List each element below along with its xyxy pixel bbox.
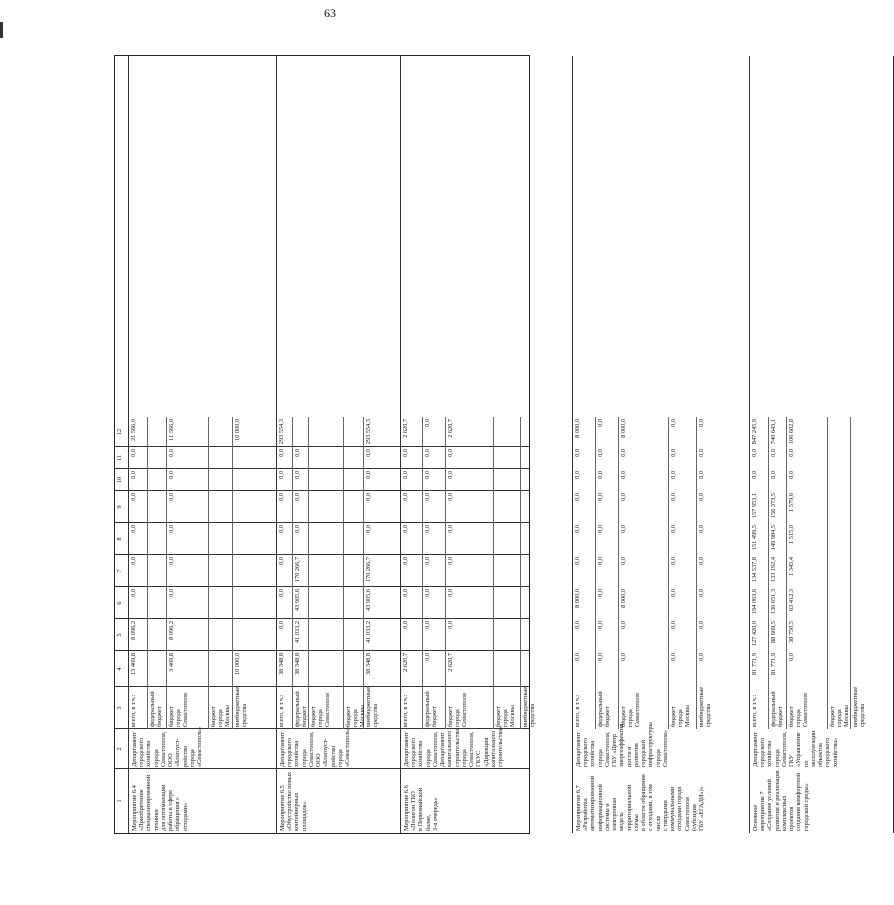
funding-source: внебюджетные средства bbox=[698, 686, 713, 727]
column-number-header: 7 bbox=[116, 569, 123, 573]
amount-cell: 8 000,0 bbox=[620, 589, 627, 608]
amount-cell bbox=[829, 557, 850, 586]
amount-cell: 0,0 bbox=[597, 557, 604, 565]
amount-cell: 0,0 bbox=[130, 557, 137, 565]
amount-cell: 0,0 bbox=[168, 589, 175, 597]
amount-cell: 0,0 bbox=[365, 493, 372, 501]
measure-name: Мероприятие 6.5 «Обустройство новых контейнерных площадок» bbox=[279, 771, 308, 831]
amount-cell: 63 412,3 bbox=[788, 589, 795, 612]
funding-source: бюджет города Москвы bbox=[210, 705, 232, 727]
amount-cell: 0,0 bbox=[402, 493, 409, 501]
amount-cell: 0,0 bbox=[130, 471, 137, 479]
amount-cell: 0,0 bbox=[168, 449, 175, 457]
amount-cell bbox=[149, 493, 166, 522]
amount-cell: 194 063,6 bbox=[751, 589, 758, 615]
amount-cell bbox=[310, 621, 343, 650]
amount-cell: 0,0 bbox=[698, 471, 705, 479]
amount-cell: 81 771,9 bbox=[751, 653, 758, 676]
funding-source: бюджет города Севастополя bbox=[620, 693, 642, 727]
amount-cell: 38 348,8 bbox=[365, 653, 372, 676]
funding-source: бюджет города Севастополя bbox=[310, 693, 332, 727]
amount-cell: 106 602,8 bbox=[788, 419, 795, 445]
amount-cell: 0,0 bbox=[424, 557, 431, 565]
amount-cell: 21 566,0 bbox=[130, 419, 137, 442]
amount-cell: 293 554,3 bbox=[365, 419, 372, 445]
amount-cell bbox=[495, 525, 520, 554]
amount-cell: 8 000,0 bbox=[574, 589, 581, 608]
amount-cell: 0,0 bbox=[402, 557, 409, 565]
amount-cell bbox=[149, 419, 166, 446]
executor: Департамент городского хозяйства города Севастополя, Департамент капитального строительства города Севастополя, ГКУС «Дирекция капитального строительства» bbox=[403, 725, 505, 767]
funding-source: внебюджетные средства bbox=[852, 686, 867, 727]
amount-cell: 0,0 bbox=[278, 557, 285, 565]
amount-cell: 0,0 bbox=[698, 621, 705, 629]
column-number-header: 3 bbox=[116, 706, 123, 710]
amount-cell bbox=[345, 471, 363, 490]
amount-cell bbox=[522, 557, 572, 586]
amount-cell bbox=[149, 653, 166, 686]
amount-cell bbox=[522, 653, 572, 686]
amount-cell bbox=[852, 589, 893, 618]
amount-cell: 0,0 bbox=[294, 525, 301, 533]
amount-cell: 0,0 bbox=[620, 471, 627, 479]
amount-cell bbox=[210, 525, 232, 554]
amount-cell bbox=[495, 621, 520, 650]
amount-cell: 1 515,0 bbox=[788, 525, 795, 544]
column-number-header: 5 bbox=[116, 633, 123, 637]
amount-cell: 0,0 bbox=[424, 621, 431, 629]
amount-cell: 0,0 bbox=[574, 449, 581, 457]
executor: Департамент городского хозяйства города Севастополя, ООО «Благоуст- ройство города «Севастополь» bbox=[279, 726, 352, 767]
column-number-header: 2 bbox=[116, 747, 123, 751]
column-number-header: 4 bbox=[116, 667, 123, 671]
amount-cell: 8 096,2 bbox=[130, 621, 137, 640]
amount-cell: 8 096,2 bbox=[168, 621, 175, 640]
amount-cell: 0,0 bbox=[788, 471, 795, 479]
amount-cell: 0,0 bbox=[770, 449, 777, 457]
amount-cell bbox=[149, 449, 166, 468]
amount-cell: 0,0 bbox=[574, 621, 581, 629]
amount-cell: 2 620,7 bbox=[447, 419, 454, 438]
amount-cell: 0,0 bbox=[168, 525, 175, 533]
amount-cell bbox=[522, 471, 572, 490]
amount-cell bbox=[495, 449, 520, 468]
amount-cell: 0,0 bbox=[620, 621, 627, 629]
amount-cell bbox=[852, 419, 893, 446]
amount-cell: 170 266,7 bbox=[365, 557, 372, 583]
amount-cell: 0,0 bbox=[620, 493, 627, 501]
amount-cell: 0,0 bbox=[278, 589, 285, 597]
amount-cell: 0,0 bbox=[698, 525, 705, 533]
amount-cell: 0,0 bbox=[402, 589, 409, 597]
amount-cell bbox=[345, 589, 363, 618]
amount-cell: 0,0 bbox=[597, 589, 604, 597]
amount-cell bbox=[522, 493, 572, 522]
amount-cell bbox=[522, 621, 572, 650]
amount-cell: 0,0 bbox=[670, 449, 677, 457]
amount-cell: 0,0 bbox=[597, 419, 604, 427]
amount-cell bbox=[149, 589, 166, 618]
amount-cell: 0,0 bbox=[670, 621, 677, 629]
amount-cell bbox=[345, 419, 363, 446]
amount-cell: 0,0 bbox=[402, 471, 409, 479]
amount-cell: 0,0 bbox=[424, 525, 431, 533]
amount-cell bbox=[234, 589, 276, 618]
amount-cell bbox=[829, 589, 850, 618]
measure-name: Мероприятие 6.4 «Приобретение специализированной техники для оптимизации работы в сфере обращения с отходами» bbox=[131, 774, 189, 831]
amount-cell: 0,0 bbox=[130, 493, 137, 501]
amount-cell: 170 266,7 bbox=[294, 557, 301, 583]
funding-source: бюджет города Москвы bbox=[829, 705, 851, 727]
amount-cell: 0,0 bbox=[424, 653, 431, 661]
amount-cell: 0,0 bbox=[294, 449, 301, 457]
amount-cell: 0,0 bbox=[447, 493, 454, 501]
amount-cell: 0,0 bbox=[574, 653, 581, 661]
column-number-header: 1 bbox=[116, 799, 123, 803]
amount-cell: 0,0 bbox=[670, 589, 677, 597]
amount-cell: 0,0 bbox=[574, 493, 581, 501]
amount-cell: 38 348,8 bbox=[294, 653, 301, 676]
amount-cell: 0,0 bbox=[447, 525, 454, 533]
funding-source: всего, в т.ч.: bbox=[751, 694, 758, 727]
column-number-header: 9 bbox=[116, 505, 123, 509]
amount-cell: 0,0 bbox=[294, 471, 301, 479]
amount-cell bbox=[210, 471, 232, 490]
amount-cell bbox=[234, 557, 276, 586]
amount-cell: 0,0 bbox=[424, 589, 431, 597]
amount-cell: 0,0 bbox=[597, 493, 604, 501]
amount-cell: 0,0 bbox=[424, 493, 431, 501]
amount-cell bbox=[522, 449, 572, 468]
column-number-header: 10 bbox=[116, 476, 123, 484]
amount-cell: 41 033,2 bbox=[365, 621, 372, 644]
funding-source: всего, в т.ч.: bbox=[278, 694, 285, 727]
amount-cell bbox=[294, 419, 308, 446]
amount-cell: 10 000,0 bbox=[234, 419, 241, 442]
amount-cell: 0,0 bbox=[278, 525, 285, 533]
executor: Департамент городского хозяйства города Севастополя, ГКУ «Управление по эксплуатации объектов городского хозяйства» bbox=[752, 730, 839, 767]
amount-cell: 0,0 bbox=[168, 557, 175, 565]
amount-cell: 293 554,3 bbox=[278, 419, 285, 445]
amount-cell: 0,0 bbox=[424, 449, 431, 457]
amount-cell: 38 348,8 bbox=[278, 653, 285, 676]
amount-cell: 3 469,8 bbox=[168, 653, 175, 672]
amount-cell: 0,0 bbox=[670, 493, 677, 501]
amount-cell: 0,0 bbox=[447, 621, 454, 629]
amount-cell bbox=[234, 471, 276, 490]
amount-cell: 156 373,5 bbox=[770, 493, 777, 519]
funding-source: бюджет города Севастополя bbox=[447, 693, 469, 727]
amount-cell: 2 620,7 bbox=[402, 419, 409, 438]
amount-cell: 0,0 bbox=[698, 449, 705, 457]
amount-cell: 2 620,7 bbox=[447, 653, 454, 672]
amount-cell: 0,0 bbox=[751, 449, 758, 457]
amount-cell: 0,0 bbox=[447, 589, 454, 597]
funding-source: федеральный бюджет bbox=[597, 691, 612, 727]
amount-cell: 149 984,5 bbox=[770, 525, 777, 551]
amount-cell: 1 345,4 bbox=[788, 557, 795, 576]
funding-source: бюджет города Москвы bbox=[495, 705, 517, 727]
amount-cell: 0,0 bbox=[670, 525, 677, 533]
amount-cell: 0,0 bbox=[294, 493, 301, 501]
amount-cell: 10 000,0 bbox=[234, 653, 241, 676]
measure-name: Мероприятие 6.6 «Полигон ТБО в Первомайской балке, 3-я очередь» bbox=[403, 785, 439, 831]
amount-cell bbox=[310, 525, 343, 554]
column-number-header: 12 bbox=[116, 428, 123, 436]
amount-cell bbox=[522, 419, 572, 446]
amount-cell bbox=[829, 621, 850, 650]
amount-cell bbox=[522, 589, 572, 618]
funding-source: всего, в т.ч.: bbox=[574, 694, 581, 727]
funding-source: бюджет города Москвы bbox=[345, 705, 367, 727]
amount-cell: 0,0 bbox=[365, 471, 372, 479]
funding-source: федеральный бюджет bbox=[424, 691, 439, 727]
amount-cell bbox=[234, 449, 276, 468]
amount-cell bbox=[234, 621, 276, 650]
funding-source: всего, в т.ч.: bbox=[130, 694, 137, 727]
amount-cell: 81 771,9 bbox=[770, 653, 777, 676]
funding-source: всего, в т.ч.: bbox=[402, 694, 409, 727]
amount-cell bbox=[149, 471, 166, 490]
amount-cell: 0,0 bbox=[402, 621, 409, 629]
amount-cell bbox=[149, 557, 166, 586]
amount-cell bbox=[210, 557, 232, 586]
amount-cell: 0,0 bbox=[278, 493, 285, 501]
amount-cell bbox=[495, 419, 520, 446]
amount-cell: 0,0 bbox=[574, 471, 581, 479]
amount-cell bbox=[210, 493, 232, 522]
amount-cell: 8 000,0 bbox=[574, 419, 581, 438]
amount-cell: 0,0 bbox=[447, 557, 454, 565]
funding-source: бюджет города Москвы bbox=[670, 705, 692, 727]
amount-cell: 8 000,0 bbox=[620, 419, 627, 438]
amount-cell: 0,0 bbox=[698, 653, 705, 661]
amount-cell bbox=[852, 493, 893, 522]
amount-cell bbox=[852, 449, 893, 468]
amount-cell: 847 245,9 bbox=[751, 419, 758, 445]
amount-cell: 1 579,6 bbox=[788, 493, 795, 512]
amount-cell: 0,0 bbox=[365, 449, 372, 457]
measure-name: Основное мероприятие 7 «Создание условий развития и реализация комплексных проектов создания комфортной городской среды» bbox=[752, 770, 810, 831]
column-number-header: 8 bbox=[116, 537, 123, 541]
amount-cell: 41 033,2 bbox=[294, 621, 301, 644]
amount-cell bbox=[829, 471, 850, 490]
amount-cell bbox=[234, 493, 276, 522]
amount-cell: 0,0 bbox=[574, 557, 581, 565]
amount-cell: 0,0 bbox=[402, 449, 409, 457]
column-number-header: 11 bbox=[116, 454, 123, 462]
amount-cell: 11 566,0 bbox=[168, 419, 175, 441]
funding-source: федеральный бюджет bbox=[294, 691, 309, 727]
amount-cell bbox=[495, 653, 520, 686]
funding-source: бюджет города Севастополя bbox=[788, 693, 810, 727]
amount-cell bbox=[210, 621, 232, 650]
amount-cell bbox=[310, 589, 343, 618]
amount-cell bbox=[852, 525, 893, 554]
amount-cell: 0,0 bbox=[424, 419, 431, 427]
funding-source: внебюджетные средства bbox=[522, 686, 537, 727]
amount-cell bbox=[829, 493, 850, 522]
amount-cell: 0,0 bbox=[620, 653, 627, 661]
amount-cell bbox=[345, 449, 363, 468]
amount-cell bbox=[829, 653, 850, 686]
amount-cell bbox=[495, 471, 520, 490]
amount-cell: 0,0 bbox=[670, 419, 677, 427]
amount-cell: 0,0 bbox=[670, 557, 677, 565]
amount-cell: 0,0 bbox=[365, 525, 372, 533]
amount-cell bbox=[522, 525, 572, 554]
amount-cell bbox=[345, 493, 363, 522]
amount-cell: 38 750,5 bbox=[788, 621, 795, 644]
amount-cell bbox=[495, 589, 520, 618]
amount-cell: 127 420,0 bbox=[751, 621, 758, 647]
funding-source: внебюджетные средства bbox=[234, 686, 249, 727]
amount-cell bbox=[310, 419, 343, 446]
amount-cell: 0,0 bbox=[130, 525, 137, 533]
amount-cell bbox=[852, 653, 893, 686]
amount-cell bbox=[852, 557, 893, 586]
column-number-header: 6 bbox=[116, 601, 123, 605]
amount-cell: 13 469,8 bbox=[130, 653, 137, 676]
amount-cell bbox=[852, 621, 893, 650]
amount-cell: 0,0 bbox=[130, 589, 137, 597]
amount-cell: 133 192,4 bbox=[770, 557, 777, 583]
amount-cell: 0,0 bbox=[168, 471, 175, 479]
budget-table bbox=[114, 55, 867, 834]
amount-cell bbox=[852, 471, 893, 490]
amount-cell: 0,0 bbox=[698, 557, 705, 565]
amount-cell: 0,0 bbox=[751, 471, 758, 479]
amount-cell: 0,0 bbox=[770, 471, 777, 479]
amount-cell bbox=[310, 557, 343, 586]
amount-cell bbox=[829, 449, 850, 468]
amount-cell bbox=[310, 493, 343, 522]
amount-cell: 0,0 bbox=[597, 471, 604, 479]
amount-cell: 0,0 bbox=[788, 449, 795, 457]
funding-source: внебюджетные средства bbox=[365, 686, 380, 727]
amount-cell bbox=[345, 525, 363, 554]
amount-cell: 43 905,6 bbox=[294, 589, 301, 612]
amount-cell: 43 905,6 bbox=[365, 589, 372, 612]
amount-cell: 0,0 bbox=[130, 449, 137, 457]
amount-cell: 0,0 bbox=[597, 449, 604, 457]
amount-cell: 0,0 bbox=[447, 449, 454, 457]
amount-cell: 0,0 bbox=[698, 419, 705, 427]
executor: Департамент городского хозяйства города Севастополя, ООО «Благоуст- ройство города «Севастополь» bbox=[131, 726, 204, 767]
funding-source: федеральный бюджет bbox=[770, 691, 785, 727]
amount-cell bbox=[495, 557, 520, 586]
funding-source: федеральный бюджет bbox=[149, 691, 164, 727]
executor: Департамент городского хозяйства города Севастополя, ГБУ «Центр энергоэффектив- ности и развития городской инфраструктуры города Севастополя» bbox=[575, 721, 669, 767]
measure-name: Мероприятие 6.7 «Разработка автоматизированной информационной системы и электронная модель территориальной схемы в области обращения с отходами, в том числе с твердыми коммунальными отходами города Севастополя (субсидия ГБУ «ЕГАДИ»)» bbox=[575, 774, 705, 831]
amount-cell: 0,0 bbox=[620, 449, 627, 457]
amount-cell: 0,0 bbox=[402, 525, 409, 533]
amount-cell bbox=[310, 471, 343, 490]
amount-cell: 134 537,8 bbox=[751, 557, 758, 583]
amount-cell: 0,0 bbox=[788, 653, 795, 661]
amount-cell bbox=[345, 653, 363, 686]
header-row bbox=[115, 56, 129, 833]
amount-cell bbox=[829, 419, 850, 446]
amount-cell: 0,0 bbox=[168, 493, 175, 501]
amount-cell: 151 499,5 bbox=[751, 525, 758, 551]
amount-cell: 0,0 bbox=[447, 471, 454, 479]
amount-cell: 2 620,7 bbox=[402, 653, 409, 672]
amount-cell: 0,0 bbox=[424, 471, 431, 479]
amount-cell: 0,0 bbox=[698, 493, 705, 501]
amount-cell: 0,0 bbox=[670, 471, 677, 479]
amount-cell bbox=[210, 589, 232, 618]
amount-cell bbox=[149, 525, 166, 554]
amount-cell bbox=[234, 525, 276, 554]
amount-cell: 0,0 bbox=[698, 589, 705, 597]
amount-cell bbox=[210, 419, 232, 446]
amount-cell bbox=[345, 621, 363, 650]
amount-cell: 0,0 bbox=[597, 525, 604, 533]
amount-cell bbox=[310, 449, 343, 468]
amount-cell: 0,0 bbox=[670, 653, 677, 661]
page-number: 63 bbox=[324, 6, 336, 20]
amount-cell bbox=[345, 557, 363, 586]
amount-cell bbox=[149, 621, 166, 650]
amount-cell bbox=[210, 653, 232, 686]
amount-cell: 0,0 bbox=[597, 653, 604, 661]
scan-edge-mark bbox=[0, 22, 3, 38]
amount-cell: 0,0 bbox=[278, 471, 285, 479]
amount-cell bbox=[310, 653, 343, 686]
amount-cell: 0,0 bbox=[574, 525, 581, 533]
amount-cell bbox=[829, 525, 850, 554]
amount-cell: 0,0 bbox=[620, 525, 627, 533]
amount-cell: 130 651,3 bbox=[770, 589, 777, 615]
amount-cell bbox=[210, 449, 232, 468]
amount-cell: 88 669,5 bbox=[770, 621, 777, 644]
funding-source: бюджет города Севастополя bbox=[168, 693, 190, 727]
amount-cell bbox=[495, 493, 520, 522]
amount-cell: 0,0 bbox=[278, 621, 285, 629]
amount-cell: 0,0 bbox=[620, 557, 627, 565]
amount-cell: 740 643,1 bbox=[770, 419, 777, 445]
amount-cell: 157 953,1 bbox=[751, 493, 758, 519]
amount-cell: 0,0 bbox=[278, 449, 285, 457]
amount-cell: 0,0 bbox=[597, 621, 604, 629]
